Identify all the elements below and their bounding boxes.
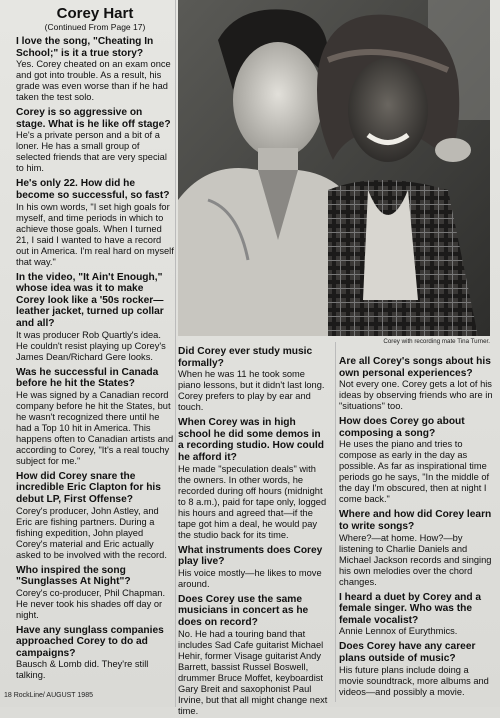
answer: Annie Lennox of Eurythmics. xyxy=(339,626,458,637)
column-left-body xyxy=(16,36,174,681)
question: Does Corey use the same musicians in concert as he does on record? xyxy=(178,593,309,628)
column-right xyxy=(339,352,494,699)
question: I love the song, "Cheating In School;" is it a true story? xyxy=(16,36,154,59)
answer: When he was 11 he took some piano lessons, but it didn't last long. Corey prefers to play by ear and touch. xyxy=(178,369,325,413)
article-header xyxy=(16,6,174,32)
answer: No. He had a touring band that includes Sad Cafe guitarist Michael Hehir, former Visage guitarist Andy Barrett, bassist Russel Boswell, drummer Bruce Moffet, keyboardist Gary Breit and saxophonist Paul Irvine, but that all might change next time. xyxy=(178,628,328,716)
question: Does Corey have any career plans outside of music? xyxy=(339,641,476,664)
answer: Corey's co-producer, Phil Chapman. He never took his shades off day or night. xyxy=(16,587,166,620)
answer: Not every one. Corey gets a lot of his ideas by observing friends who are in "situations" too. xyxy=(339,379,493,412)
column-middle xyxy=(178,342,328,718)
answer: His voice mostly—he likes to move around. xyxy=(178,567,322,589)
question: Where and how did Corey learn to write songs? xyxy=(339,509,492,532)
photo-caption: Corey with recording mate Tina Turner. xyxy=(383,338,490,345)
answer: He was signed by a Canadian record company before he hit the States, but he wasn't recognized there until he had a Top 10 hit in America. This happens often to Canadian artists and according to Corey, "It's a real touchy subject for me." xyxy=(16,389,174,466)
question: Did Corey ever study music formally? xyxy=(178,346,313,369)
question: Have any sunglass companies approached Corey to do ad campaigns? xyxy=(16,624,164,659)
answer: Corey's producer, John Astley, and Eric are fishing partners. During a fishing expedition, John played Corey's material and Eric actually asked to be involved with the record. xyxy=(16,505,167,560)
question: What instruments does Corey play live? xyxy=(178,544,323,568)
question: In the video, "It Ain't Enough," whose idea was it to make Corey look like a '50s rocker—leather jacket, turned up collar and all? xyxy=(16,271,164,329)
answer: It was producer Rob Quartly's idea. He couldn't resist playing up Corey's James Dean/Richard Gere looks. xyxy=(16,329,166,362)
answer: Yes. Corey cheated on an exam once and got into trouble. As a result, his grade was even worse than if he had taken the test solo. xyxy=(16,59,171,103)
question: When Corey was in high school he did some demos in a recording studio. How could he afford it? xyxy=(178,417,325,463)
page-footer: 18 RockLine/ AUGUST 1985 xyxy=(4,692,93,699)
question: I heard a duet by Corey and a female singer. Who was the female vocalist? xyxy=(339,591,482,626)
article-continued-note: (Continued From Page 17) xyxy=(44,22,146,32)
question: How does Corey go about composing a song? xyxy=(339,416,465,439)
column-left xyxy=(16,6,174,682)
question: Was he successful in Canada before he hit the States? xyxy=(16,366,159,390)
photo-image xyxy=(178,0,490,336)
column-divider xyxy=(175,0,176,707)
answer: Bausch & Lomb did. They're still talking. xyxy=(16,659,149,681)
answer: He's a private person and a bit of a loner. He has a small group of selected friends that are very special to him. xyxy=(16,130,167,174)
answer: He uses the piano and tries to compose as early in the day as possible. As far as inspirational time periods go he says, "In the middle of the day I'm obscured, then at night I come back." xyxy=(339,439,490,505)
question: Are all Corey's songs about his own personal experiences? xyxy=(339,356,491,379)
answer: He made "speculation deals" with the owners. In other words, he recorded during off hours (midnight to 8 a.m.), paid for tape only, logged his hours and agreed that—if the tape got him a deal, he would pay the studio back for its time. xyxy=(178,463,327,540)
answer: His future plans include doing a movie soundtrack, more albums and videos—and possibly a movie. xyxy=(339,664,489,697)
question: Who inspired the song "Sunglasses At Night"? xyxy=(16,564,131,588)
question: He's only 22. How did he become so successful, so fast? xyxy=(16,178,170,201)
article-title: Corey Hart xyxy=(56,5,134,22)
column-divider xyxy=(335,342,336,702)
question: How did Corey snare the incredible Eric Clapton for his debut LP, First Offense? xyxy=(16,470,161,505)
answer: Where?—at home. How?—by listening to Charlie Daniels and Michael Jackson records and singing his own melodies over the chord changes. xyxy=(339,532,492,587)
question: Corey is so aggressive on stage. What is he like off stage? xyxy=(16,107,171,130)
answer: In his own words, "I set high goals for myself, and time periods in which to achieve those goals. When I turned 21, I said I wanted to have a record out in America. I'm real hard on myself that way." xyxy=(16,201,174,267)
photo-corey-tina xyxy=(178,0,490,336)
